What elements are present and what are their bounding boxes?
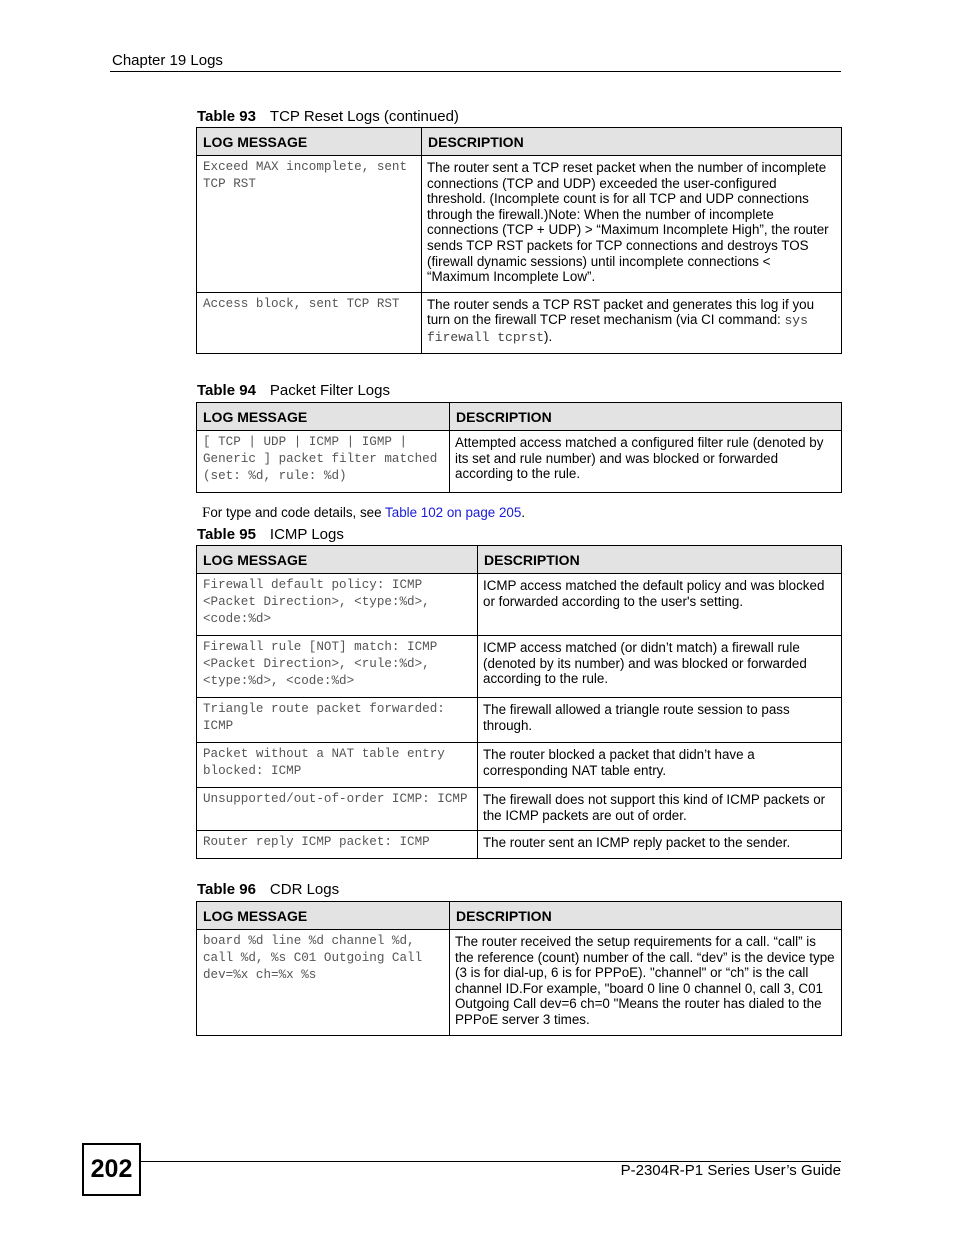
note-end: . (521, 505, 526, 520)
table-row (197, 636, 842, 698)
log-message-cell: Exceed MAX incomplete, sent TCP RST (197, 156, 422, 293)
table-header-row (197, 546, 842, 574)
table-94-caption (197, 382, 390, 399)
table-header-row (197, 403, 842, 431)
column-header-log-message: LOG MESSAGE (197, 546, 478, 574)
log-message-cell: Access block, sent TCP RST (197, 292, 422, 353)
table-93-title: TCP Reset Logs (continued) (269, 108, 459, 125)
description-cell: ICMP access matched the default policy and was blocked or forwarded according to the user's setting. (478, 574, 842, 636)
table-row (197, 156, 842, 293)
table-96-cdr-logs (196, 901, 842, 1036)
log-message-cell: Unsupported/out-of-order ICMP: ICMP (197, 788, 478, 831)
table-96-label: Table 96 (197, 881, 256, 898)
table-95-icmp-logs (196, 545, 842, 859)
guide-title: P-2304R-P1 Series User’s Guide (620, 1162, 841, 1179)
table-header-row (197, 128, 842, 156)
header-divider (110, 71, 841, 72)
table-93-label: Table 93 (197, 108, 256, 125)
description-cell: The router sent a TCP reset packet when the number of incomplete connections (TCP and UDP) exceeded the user-configured threshold. (Incomplete count is for all TCP and UDP connections through the firewall.)Note: When the number of incomplete connections (TCP + UDP) > “Maximum Incomplete High”, the router sends TCP RST packets for TCP connections and destroys TOS (firewall dynamic sessions) until incomplete connections < “Maximum Incomplete Low”. (422, 156, 842, 293)
description-cell (422, 292, 842, 353)
table-94-label: Table 94 (197, 382, 256, 399)
log-message-cell: Firewall default policy: ICMP <Packet Direction>, <type:%d>, <code:%d> (197, 574, 478, 636)
ci-command-code: sys firewall tcprst (427, 313, 808, 345)
table-96-title: CDR Logs (269, 881, 340, 898)
log-message-cell: Firewall rule [NOT] match: ICMP <Packet Direction>, <rule:%d>, <type:%d>, <code:%d> (197, 636, 478, 698)
column-header-description: DESCRIPTION (450, 403, 842, 431)
table-row (197, 831, 842, 859)
table-row (197, 431, 842, 493)
note-first-letter: F (202, 505, 211, 521)
log-message-cell: Packet without a NAT table entry blocked: ICMP (197, 743, 478, 788)
description-cell: Attempted access matched a configured filter rule (denoted by its set and rule number) and was blocked or forwarded according to the rule. (450, 431, 842, 493)
table-102-link[interactable]: Table 102 on page 205 (385, 505, 522, 520)
log-message-cell: board %d line %d channel %d, call %d, %s C01 Outgoing Call dev=%x ch=%x %s (197, 930, 450, 1036)
description-cell: The router received the setup requirements for a call. “call” is the reference (count) number of the call. “dev” is the device type (3 is for dial-up, 6 is for PPPoE). "channel" or “ch” is the call channel ID.For example, "board 0 line 0 channel 0, call 3, C01 Outgoing Call dev=6 ch=0 "Means the router has dialed to the PPPoE server 3 times. (450, 930, 842, 1036)
description-text: The router sends a TCP RST packet and generates this log if you turn on the firewall TCP reset mechanism (via CI command: (427, 296, 815, 328)
description-cell: ICMP access matched (or didn’t match) a firewall rule (denoted by its number) and was blocked or forwarded according to the rule. (478, 636, 842, 698)
table-96-caption (197, 881, 339, 898)
description-cell: The router blocked a packet that didn’t have a corresponding NAT table entry. (478, 743, 842, 788)
log-message-cell: [ TCP | UDP | ICMP | IGMP | Generic ] packet filter matched (set: %d, rule: %d) (197, 431, 450, 493)
table-93-tcp-reset-logs (196, 127, 842, 354)
table-95-title: ICMP Logs (269, 526, 344, 543)
column-header-description: DESCRIPTION (450, 902, 842, 930)
chapter-header: Chapter 19 Logs (112, 52, 223, 69)
column-header-log-message: LOG MESSAGE (197, 902, 450, 930)
table-header-row (197, 902, 842, 930)
description-cell: The firewall allowed a triangle route session to pass through. (478, 698, 842, 743)
table-row (197, 930, 842, 1036)
log-message-cell: Router reply ICMP packet: ICMP (197, 831, 478, 859)
page-number: 202 (82, 1143, 141, 1196)
table-94-packet-filter-logs (196, 402, 842, 493)
table-row (197, 788, 842, 831)
table-row (197, 743, 842, 788)
column-header-description: DESCRIPTION (422, 128, 842, 156)
table-row (197, 698, 842, 743)
table-95-label: Table 95 (197, 526, 256, 543)
description-cell: The firewall does not support this kind of ICMP packets or the ICMP packets are out of order. (478, 788, 842, 831)
table-row (197, 292, 842, 353)
description-cell: The router sent an ICMP reply packet to the sender. (478, 831, 842, 859)
description-text-end: ). (544, 328, 553, 344)
table-row (197, 574, 842, 636)
column-header-description: DESCRIPTION (478, 546, 842, 574)
log-message-cell: Triangle route packet forwarded: ICMP (197, 698, 478, 743)
table-94-title: Packet Filter Logs (269, 382, 390, 399)
table-95-caption (197, 526, 344, 543)
icmp-note (202, 505, 525, 522)
column-header-log-message: LOG MESSAGE (197, 128, 422, 156)
note-text: or type and code details, see (210, 505, 386, 520)
column-header-log-message: LOG MESSAGE (197, 403, 450, 431)
table-93-caption (197, 108, 459, 125)
